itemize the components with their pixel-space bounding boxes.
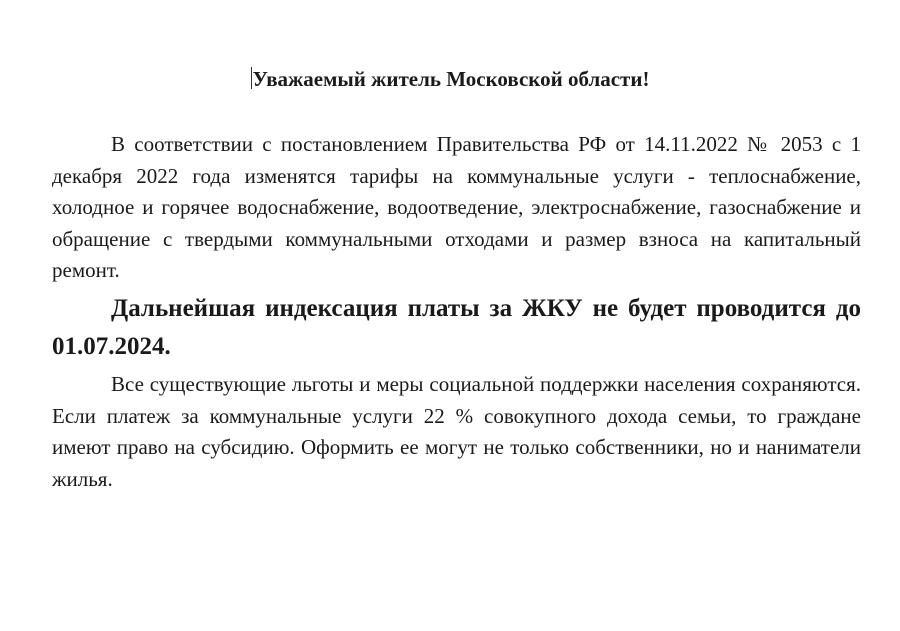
paragraph-tariff-changes: В соответствии с постановлением Правительства РФ от 14.11.2022 № 2053 с 1 декабря 2022 года изменятся тарифы на коммунальные услуги - теплоснабжение, холодное и горячее водоснабжение, водоотведение, электроснабжение, газоснабжение и обращение с твердыми коммунальными отходами и размер взноса на капитальный ремонт. [52,132,861,282]
document-heading: Уважаемый житель Московской области! [252,67,650,91]
paragraph-indexation-notice: Дальнейшая индексация платы за ЖКУ не будет проводится до 01.07.2024. [52,295,861,360]
document-heading-line [0,64,900,94]
paragraph-benefits-subsidy: Все существующие льготы и меры социальной поддержки населения сохраняются. Если платеж за коммунальные услуги 22 % совокупного дохода семьи, то граждане имеют право на субсидию. Оформить ее могут не только собственники, но и наниматели жилья. [52,372,861,491]
text-cursor [251,67,252,89]
